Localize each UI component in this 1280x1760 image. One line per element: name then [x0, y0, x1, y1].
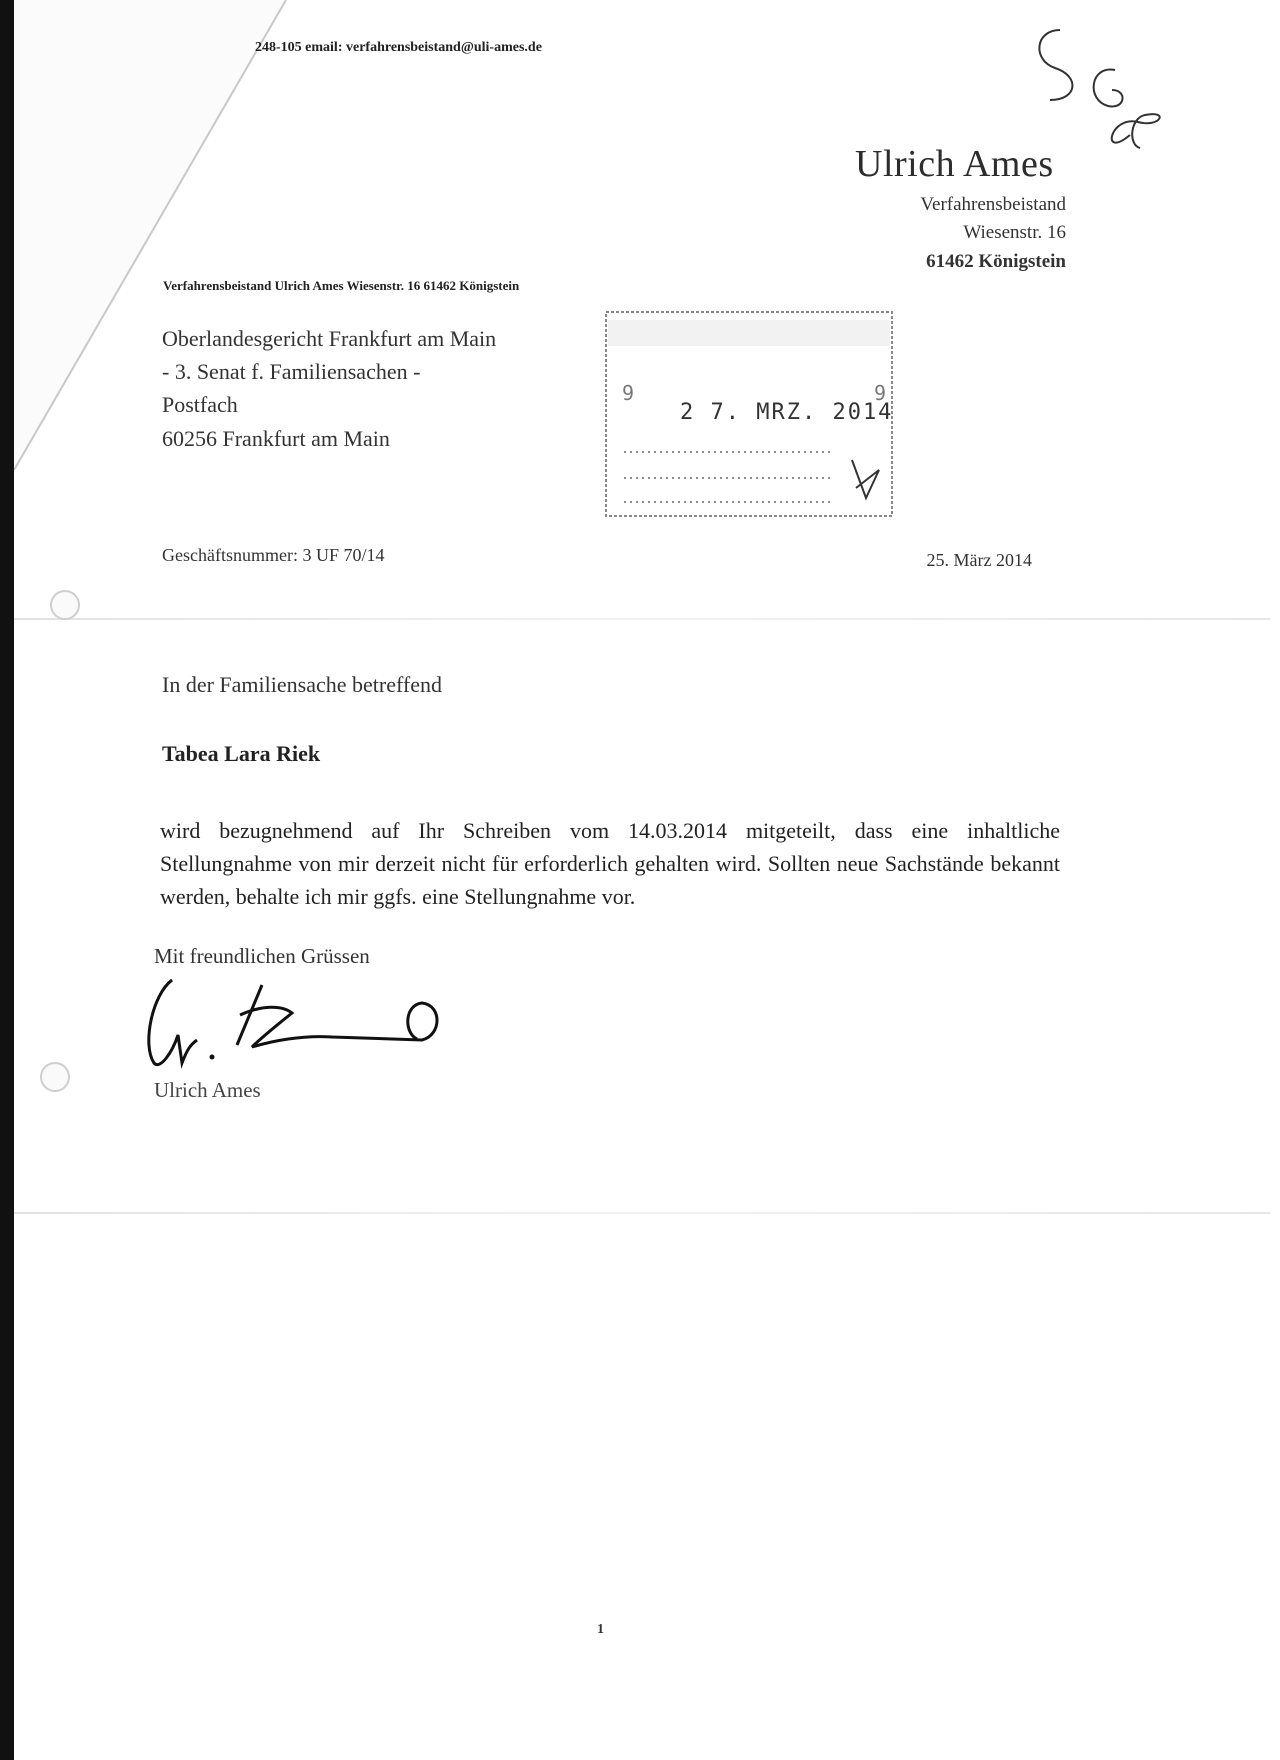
svg-text:9: 9	[622, 381, 635, 405]
recipient-line-3: Postfach	[162, 392, 238, 417]
salutation: In der Familiensache betreffend	[162, 672, 442, 697]
folded-corner	[0, 0, 300, 470]
letterhead-role: Verfahrensbeistand	[920, 194, 1066, 215]
paper-fold-line	[14, 618, 1270, 620]
stamp-received-date: 2 7. MRZ. 2014	[680, 400, 894, 425]
body-paragraph: wird bezugnehmend auf Ihr Schreiben vom 14.03.2014 mitgeteilt, dass eine inhaltliche Stellungnahme von mir derzeit nicht für erforderlich gehalten wird. Sollten neue Sachstände bekannt werden, behalte ich mir ggfs. eine Stellungnahme vor.	[160, 818, 1060, 909]
letterhead-street: Wiesenstr. 16	[963, 222, 1066, 243]
subject-name: Tabea Lara Riek	[162, 741, 321, 766]
page-number: 1	[597, 1622, 604, 1637]
recipient-line-4: 60256 Frankfurt am Main	[162, 426, 390, 451]
reference-number: Geschäftsnummer: 3 UF 70/14	[162, 545, 385, 565]
letterhead-name: Ulrich Ames	[855, 143, 1054, 185]
letter-date: 25. März 2014	[926, 550, 1032, 570]
closing: Mit freundlichen Grüssen	[154, 944, 370, 968]
letterhead-city: 61462 Königstein	[926, 251, 1066, 272]
letterhead-contact-line: 248-105 email: verfahrensbeistand@uli-ames.de	[255, 40, 542, 55]
svg-text:9: 9	[874, 381, 887, 405]
paper-fold-line	[14, 1212, 1270, 1214]
punch-hole	[50, 590, 80, 620]
signature	[142, 975, 452, 1075]
signer-name: Ulrich Ames	[154, 1078, 261, 1102]
recipient-line-1: Oberlandesgericht Frankfurt am Main	[162, 326, 497, 351]
handwritten-note	[1020, 20, 1170, 160]
return-address: Verfahrensbeistand Ulrich Ames Wiesenstr. 16 61462 Königstein	[163, 278, 520, 293]
punch-hole	[40, 1062, 70, 1092]
recipient-line-2: - 3. Senat f. Familiensachen -	[162, 359, 421, 384]
